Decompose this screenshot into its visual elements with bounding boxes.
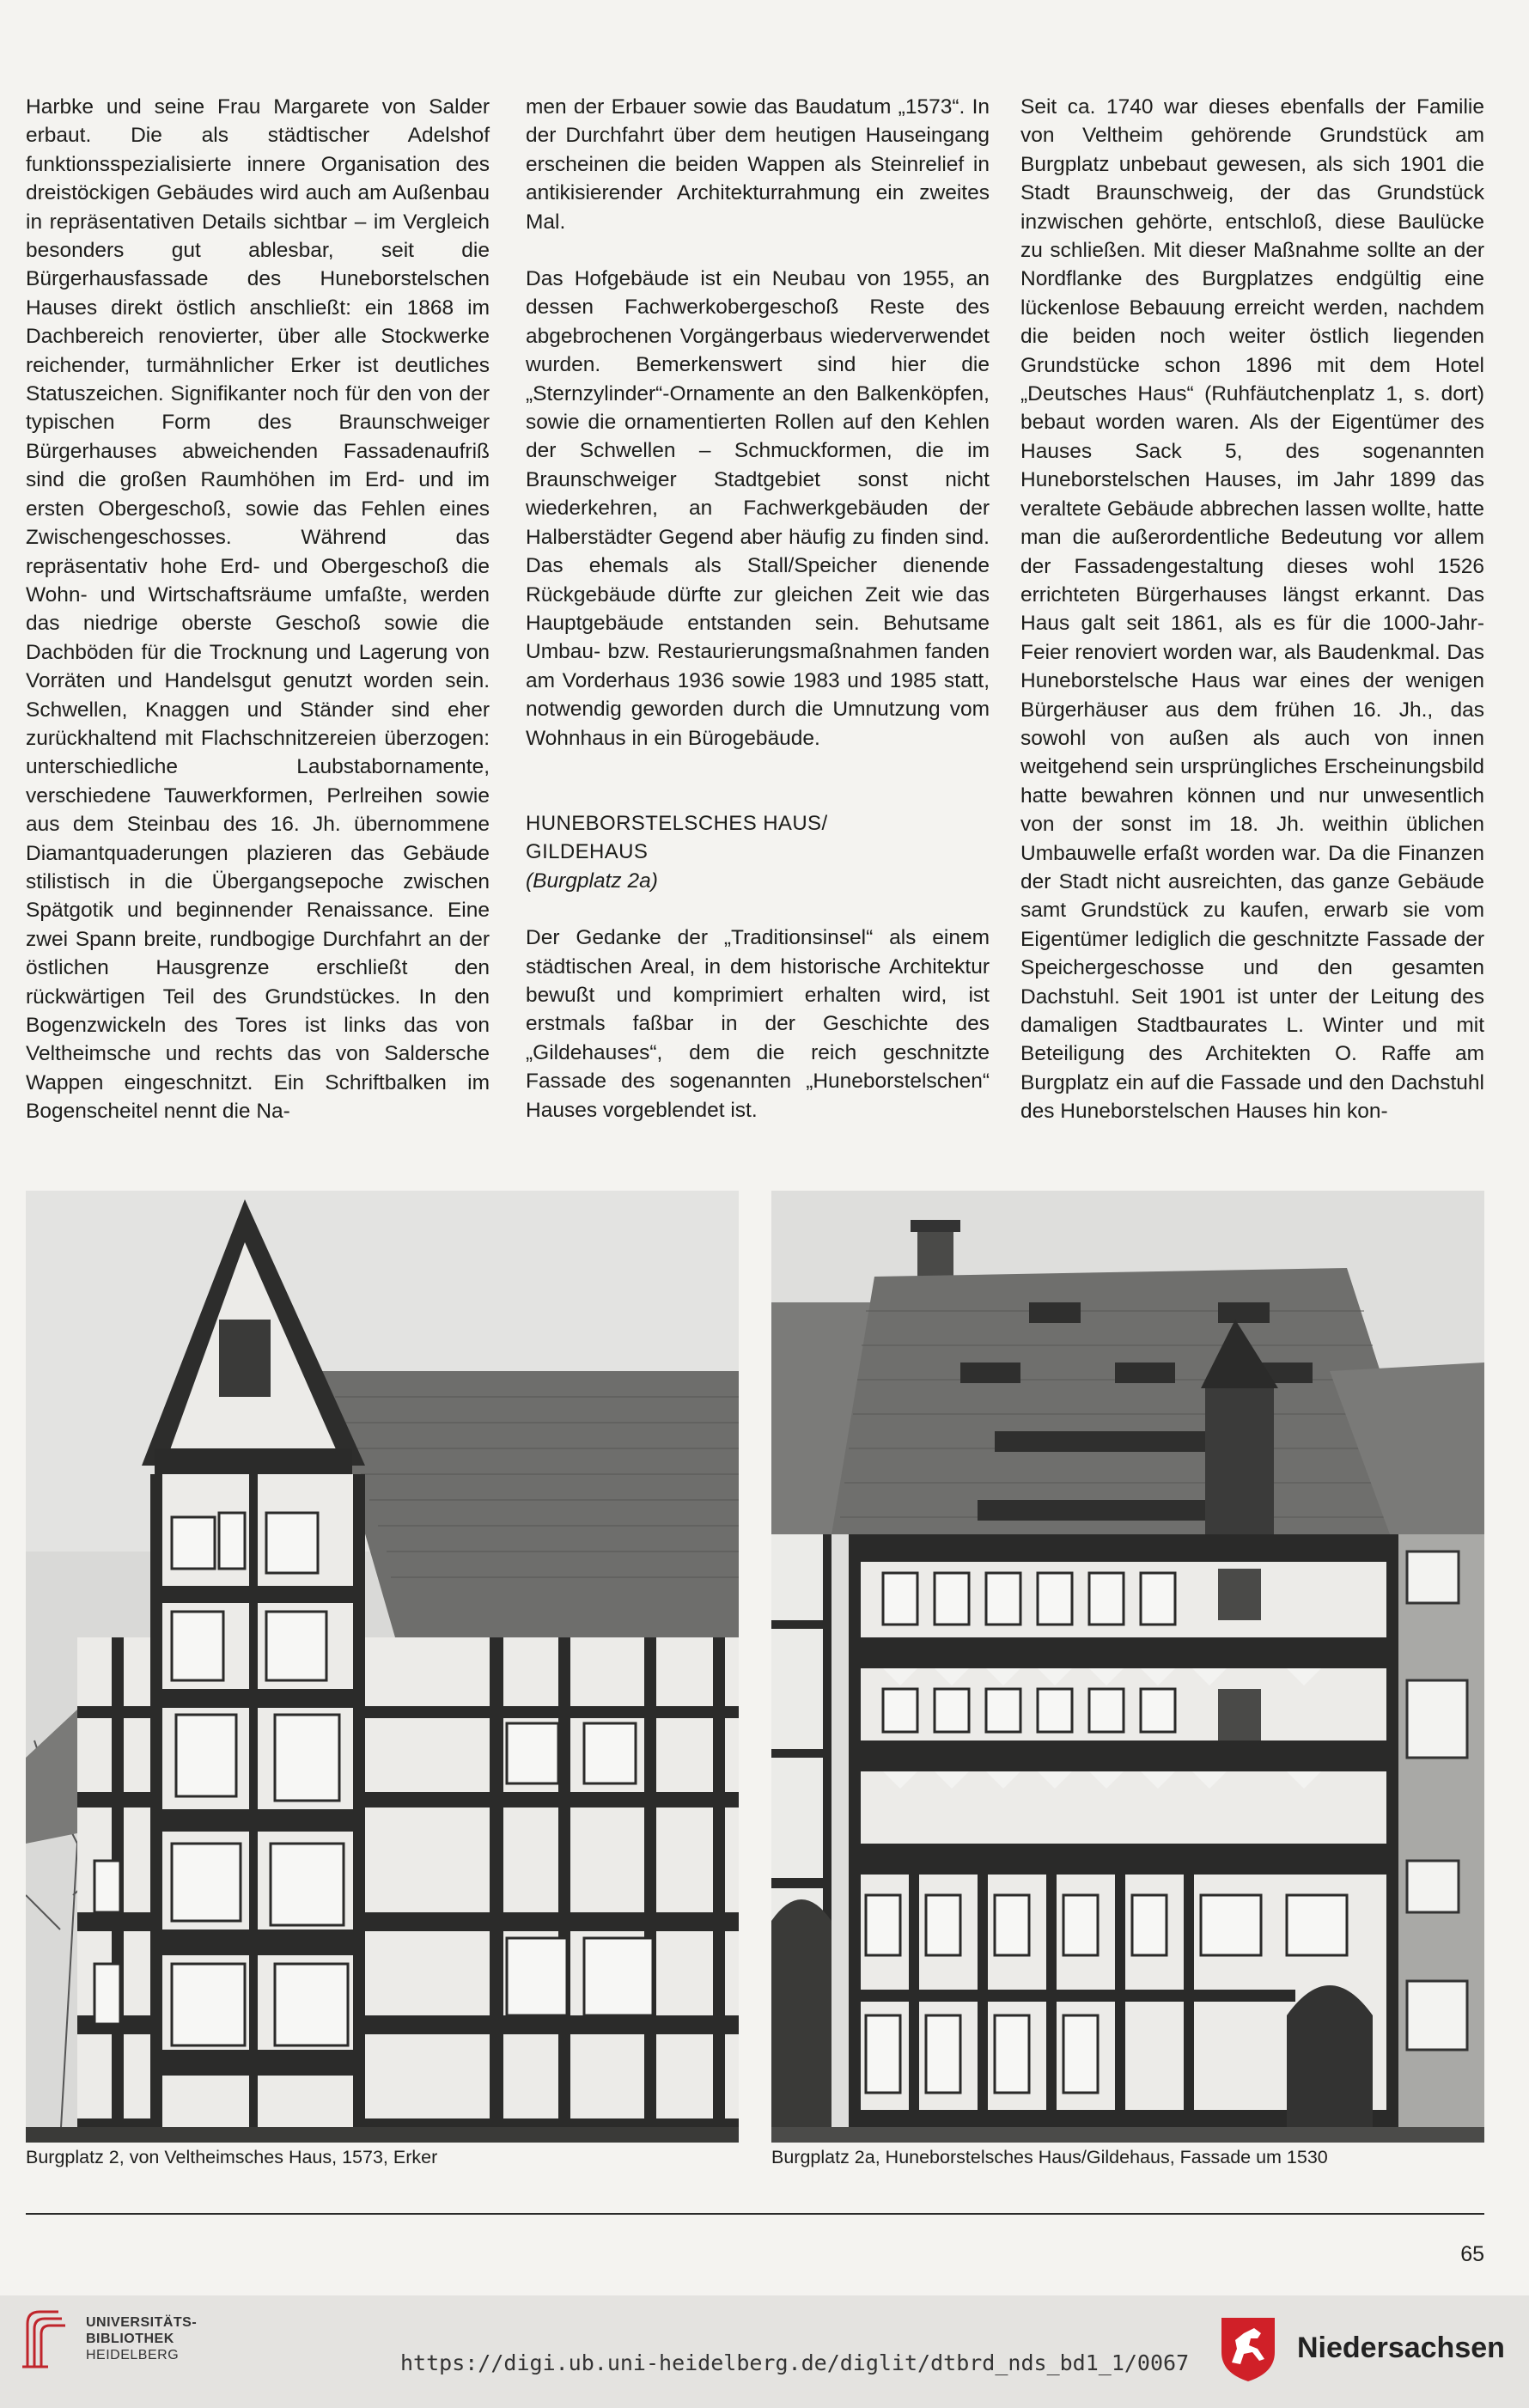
caption-right: Burgplatz 2a, Huneborstelsches Haus/Gildehaus, Fassade um 1530: [771, 2147, 1328, 2167]
document-url-link[interactable]: https://digi.ub.uni-heidelberg.de/diglit/dtbrd_nds_bd1_1/0067: [400, 2350, 1190, 2375]
paragraph: Der Gedanke der „Traditionsinsel“ als einem städtischen Areal, in dem historische Architektur bewußt und komprimiert erhalten wird, ist erstmals faßbar in der Geschichte des „Gildehauses“, dem die reich geschnitzte Fassade des sogenannten „Huneborstelschen“ Hauses vorgeblendet ist.: [526, 926, 990, 1122]
section-subheading: (Burgplatz 2a): [526, 869, 658, 893]
ub-heidelberg-logo-icon[interactable]: [19, 2307, 72, 2374]
caption-left: Burgplatz 2, von Veltheimsches Haus, 1573, Erker: [26, 2147, 438, 2167]
footer-rule: [26, 2213, 1484, 2215]
text-column-3: [1020, 93, 1484, 1126]
paragraph: Das Hofgebäude ist ein Neubau von 1955, an dessen Fachwerkobergeschoß Reste des abgebrochenen Vorgängerbaus wiederverwendet wurden. Bemerkenswert sind hier die „Sternzylinder“-Ornamente an den Balkenköpfen, sowie die ornamentierten Rollen auf den Kehlen der Schwellen – Schmuckformen, die im Braunschweiger Stadtgebiet sonst nicht wiederkehren, an Fachwerkgebäuden der Halberstädter Gegend aber häufig zu finden sind. Das ehemals als Stall/Speicher dienende Rückgebäude dürfte zur gleichen Zeit wie das Hauptgebäude entstanden sein. Behutsame Umbau- bzw. Restaurierungsmaßnahmen fanden am Vorderhaus 1936 sowie 1983 und 1985 statt, notwendig geworden durch die Umnutzung vom Wohnhaus in ein Bürogebäude.: [526, 267, 990, 750]
paragraph: Seit ca. 1740 war dieses ebenfalls der Familie von Veltheim gehörende Grundstück am Burgplatz unbebaut gewesen, als sich 1901 die Stadt Braunschweig, der das Grundstück inzwischen gehörte, entschloß, diese Baulücke zu schließen. Mit dieser Maßnahme sollte an der Nordflanke des Burgplatzes endgültig eine lückenlose Bebauung erreicht werden, nachdem die beiden noch weiter östlich liegenden Grundstücke schon 1896 mit dem Hotel „Deutsches Haus“ (Ruhfäutchenplatz 1, s. dort) bebaut worden waren. Als der Eigentümer des Hauses Sack 5, des sogenannten Huneborstelschen Hauses, im Jahr 1899 das veraltete Gebäude abbrechen lassen wollte, hatte man die außerordentliche Bedeutung vor allem der Fassadengestaltung dieses wohl 1526 errichteten Bürgerhauses längst erkannt. Das Haus galt seit 1861, als es für die 1000-Jahr-Feier renoviert worden war, als Baudenkmal. Das Huneborstelsche Haus war eines der wenigen Bürgerhäuser aus dem frühen 16. Jh., das sowohl von außen als auch von innen weitgehend sein ursprüngliches Erscheinungsbild hatte bewahren können und nur unwesentlich von der sonst im 18. Jh. weithin üblichen Umbauwelle erfaßt worden war. Da die Finanzen der Stadt nicht ausreichten, das ganze Gebäude samt Grundstück zu kaufen, erwarb sie vom Eigentümer lediglich die geschnitzte Fassade der Speichergeschosse und den gesamten Dachstuhl. Seit 1901 ist unter der Leitung des damaligen Stadtbaurates L. Winter und mit Beteiligung des Architekten O. Raffe am Burgplatz ein auf die Fassade und den Dachstuhl des Huneborstelschen Hauses hin kon-: [1020, 95, 1484, 1124]
photo-veltheimsches-haus: [26, 1191, 739, 2143]
paragraph: men der Erbauer sowie das Baudatum „1573“. In der Durchfahrt über dem heutigen Hauseingang erscheinen die beiden Wappen als Steinrelief in antikisierender Architekturrahmung ein zweites Mal.: [526, 95, 990, 234]
paragraph: Harbke und seine Frau Margarete von Salder erbaut. Die als städtischer Adelshof funktionsspezialisierte innere Organisation des dreistöckigen Gebäudes wird auch am Außenbau in repräsentativen Details sichtbar – im Vergleich besonders gut ablesbar, seit die Bürgerhausfassade des Huneborstelschen Hauses direkt östlich anschließt: ein 1868 im Dachbereich renovierter, über alle Stockwerke reichender, turmähnlicher Erker ist deutliches Statuszeichen. Signifikanter noch für den von der typischen Form des Braunschweiger Bürgerhauses abweichenden Fassadenaufriß sind die großen Raumhöhen im Erd- und im ersten Obergeschoß, sowie das Fehlen eines Zwischengeschosses. Während das repräsentativ hohe Erd- und Obergeschoß die Wohn- und Wirtschaftsräume umfaßte, werden das niedrige oberste Geschoß sowie die Dachböden für die Trocknung und Lagerung von Vorräten und Handelsgut genutzt worden sein. Schwellen, Knaggen und Ständer sind eher zurückhaltend mit Flachschnitzereien überzogen: unterschiedliche Laubstabornamente, verschiedene Tauwerkformen, Perlreihen sowie aus dem Steinbau des 16. Jh. übernommene Diamantquaderungen plazieren das Gebäude stilistisch in die Übergangsepoche zwischen Spätgotik und beginnender Renaissance. Eine zwei Spann breite, rundbogige Durchfahrt an der östlichen Hausgrenze erschließt den rückwärtigen Teil des Grundstückes. In den Bogenzwickeln des Tores ist links das von Veltheimsche und rechts das von Saldersche Wappen eingeschnitzt. Ein Schriftbalken im Bogenscheitel nennt die Na-: [26, 95, 490, 1124]
section-heading: GILDEHAUS: [526, 840, 649, 864]
partner-name[interactable]: Niedersachsen: [1297, 2332, 1505, 2364]
library-line: UNIVERSITÄTS-: [86, 2315, 198, 2330]
library-line: HEIDELBERG: [86, 2348, 180, 2362]
library-line: BIBLIOTHEK: [86, 2332, 174, 2346]
library-name[interactable]: [86, 2314, 197, 2363]
text-column-1: [26, 93, 490, 1126]
photo-huneborstelsches-haus: [771, 1191, 1484, 2143]
page-number: 65: [1460, 2242, 1484, 2266]
text-column-2: [526, 93, 990, 1125]
lower-saxony-horse-crest-icon[interactable]: [1218, 2314, 1278, 2383]
section-heading: HUNEBORSTELSCHES HAUS/: [526, 811, 828, 835]
